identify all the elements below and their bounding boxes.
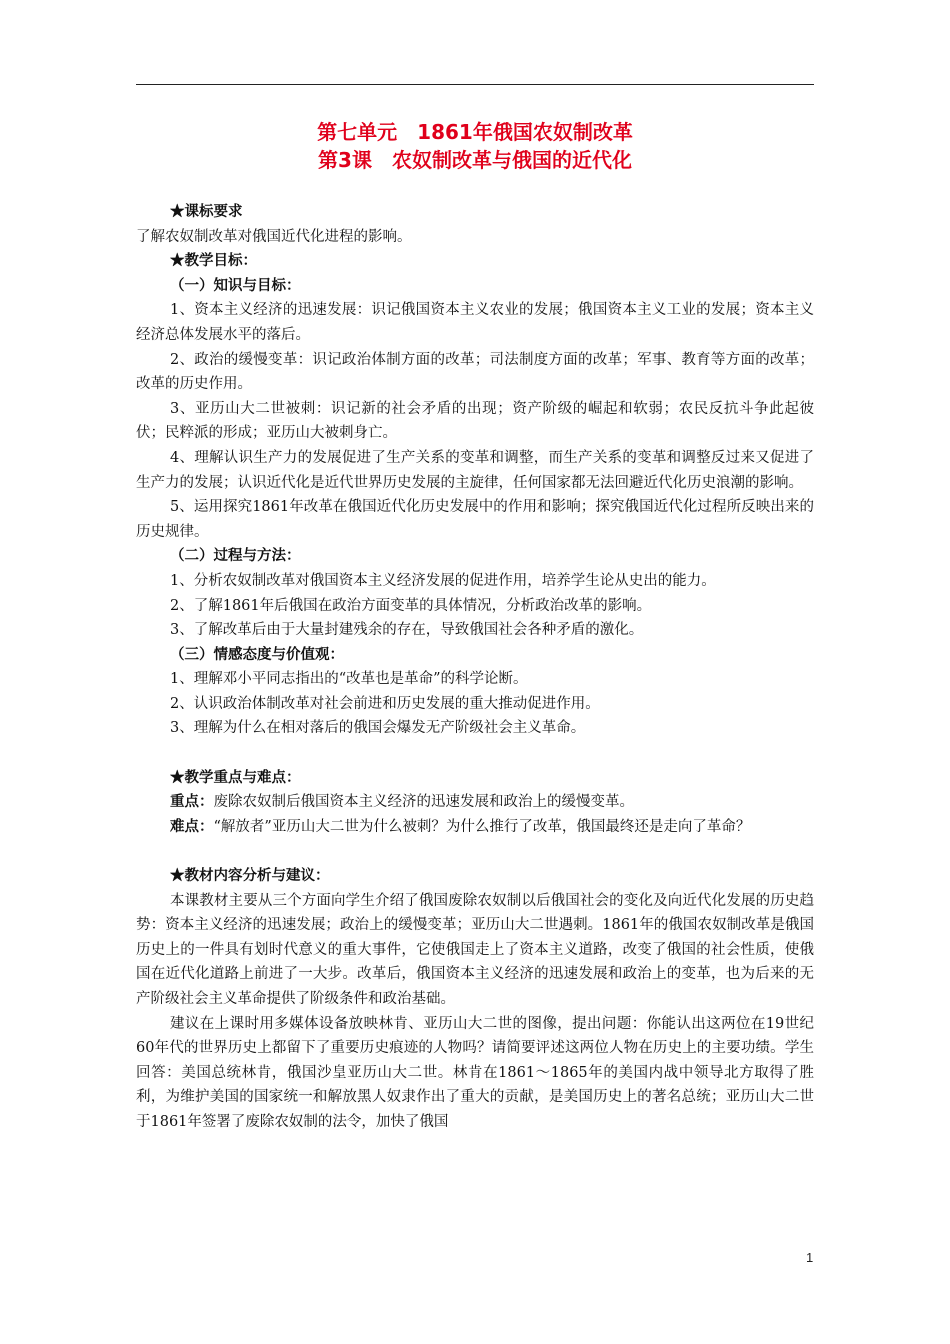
values-item: 1、理解邓小平同志指出的“改革也是革命”的科学论断。 xyxy=(170,671,528,688)
process-item: 3、了解改革后由于大量封建残余的存在，导致俄国社会各种矛盾的激化。 xyxy=(170,622,644,639)
difficulty-text: “解放者”亚历山大二世为什么被刺？为什么推行了改革，俄国最终还是走向了革命？ xyxy=(213,818,751,835)
process-item: 1、分析农奴制改革对俄国资本主义经济发展的促进作用，培养学生论从史出的能力。 xyxy=(170,572,716,589)
values-heading: （三）情感态度与价值观： xyxy=(170,645,344,663)
document-title xyxy=(136,118,814,174)
analysis-heading: ★教材内容分析与建议： xyxy=(170,867,330,885)
process-heading: （二）过程与方法： xyxy=(170,547,301,565)
page-number: 1 xyxy=(806,1250,814,1265)
knowledge-item: 3、亚历山大二世被刺：识记新的社会矛盾的出现；资产阶级的崛起和软弱；农民反抗斗争此起彼伏；民粹派的形成；亚历山大被刺身亡。 xyxy=(136,400,814,442)
objectives-heading: ★教学目标： xyxy=(170,252,257,270)
key-point-label: 重点： xyxy=(170,793,214,811)
header-rule xyxy=(136,84,814,85)
unit-title: 第七单元 1861年俄国农奴制改革 xyxy=(317,120,633,144)
section-spacer xyxy=(136,741,814,766)
difficulty-label: 难点： xyxy=(170,817,214,835)
lesson-title: 第3课 农奴制改革与俄国的近代化 xyxy=(318,148,632,172)
knowledge-item: 4、理解认识生产力的发展促进了生产关系的变革和调整，而生产关系的变革和调整反过来又促进了生产力的发展；认识近代化是近代世界历史发展的主旋律，任何国家都无法回避近代化历史浪潮的影响。 xyxy=(136,449,814,491)
curriculum-text: 了解农奴制改革对俄国近代化进程的影响。 xyxy=(136,228,412,245)
values-item: 2、认识政治体制改革对社会前进和历史发展的重大推动促进作用。 xyxy=(170,695,600,712)
values-item: 3、理解为什么在相对落后的俄国会爆发无产阶级社会主义革命。 xyxy=(170,720,586,737)
curriculum-heading: ★课标要求 xyxy=(170,203,243,220)
process-item: 2、了解1861年后俄国在政治方面变革的具体情况，分析政治改革的影响。 xyxy=(170,597,652,614)
key-point-text: 废除农奴制后俄国资本主义经济的迅速发展和政治上的缓慢变革。 xyxy=(213,794,634,811)
knowledge-item: 2、政治的缓慢变革：识记政治体制方面的改革；司法制度方面的改革；军事、教育等方面的改革；改革的历史作用。 xyxy=(136,351,814,393)
section-spacer xyxy=(136,839,814,864)
knowledge-heading: （一）知识与目标： xyxy=(170,276,301,294)
analysis-paragraph: 本课教材主要从三个方面向学生介绍了俄国废除农奴制以后俄国社会的变化及向近代化发展的历史趋势：资本主义经济的迅速发展；政治上的缓慢变革；亚历山大二世遇刺。1861年的俄国农奴制改革是俄国历史上的一件具有划时代意义的重大事件，它使俄国走上了资本主义道路，改变了俄国的社会性质，使俄国在近代化道路上前进了一大步。改革后，俄国资本主义经济的迅速发展和政治上的变革，也为后来的无产阶级社会主义革命提供了阶级条件和政治基础。 xyxy=(136,892,814,1007)
key-points-heading: ★教学重点与难点： xyxy=(170,768,301,786)
knowledge-item: 5、运用探究1861年改革在俄国近代化历史发展中的作用和影响；探究俄国近代化过程所反映出来的历史规律。 xyxy=(136,499,814,540)
analysis-paragraph: 建议在上课时用多媒体设备放映林肯、亚历山大二世的图像，提出问题：你能认出这两位在19世纪60年代的世界历史上都留下了重要历史痕迹的人物吗？请简要评述这两位人物在历史上的主要功绩。学生回答：美国总统林肯，俄国沙皇亚历山大二世。林肯在1861～1865年的美国内战中领导北方取得了胜利，为维护美国的国家统一和解放黑人奴隶作出了重大的贡献，是美国历史上的著名总统；亚历山大二世于1861年签署了废除农奴制的法令，加快了俄国 xyxy=(136,1015,814,1130)
key-point-paragraph xyxy=(136,790,814,815)
knowledge-item: 1、资本主义经济的迅速发展：识记俄国资本主义农业的发展；俄国资本主义工业的发展；资本主义经济总体发展水平的落后。 xyxy=(136,302,814,343)
document-body xyxy=(136,200,814,1135)
difficulty-paragraph xyxy=(136,815,814,840)
